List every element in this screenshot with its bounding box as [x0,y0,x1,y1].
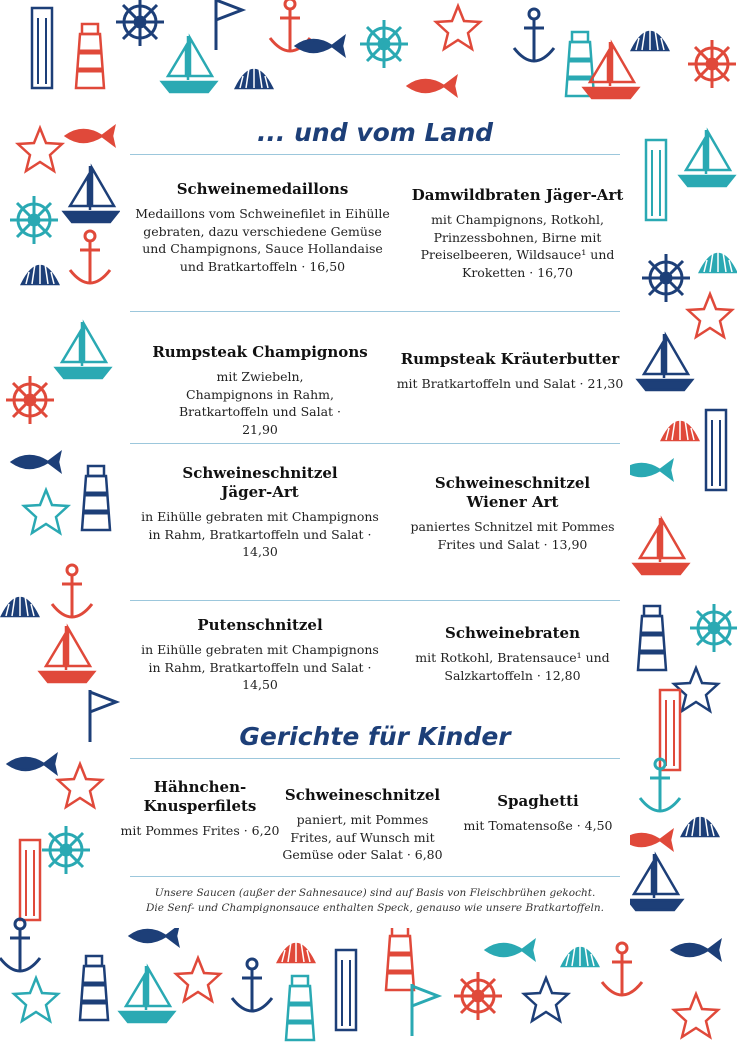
lighthouse-icon [566,32,594,96]
dish-name: Schweinemedaillons [176,180,349,198]
divider [130,154,620,155]
shell-icon [700,248,736,272]
starfish-icon [24,490,68,533]
ship-wheel-icon [690,604,737,652]
starfish-icon [688,294,732,337]
sailboat-icon [40,626,94,682]
sailboat-icon [64,166,118,222]
dish-name: Putenschnitzel [197,616,323,634]
ship-wheel-icon [42,826,90,874]
shell-icon [278,938,314,962]
anchor-icon [70,231,110,284]
fish-icon [130,927,178,945]
fish-icon [296,37,344,55]
dish-spaghetti [448,792,628,835]
anchor-icon [602,943,642,996]
flag-icon [216,0,242,50]
footnote-line: Unsere Saucen (außer der Sahnesauce) sind auf Basis von Fleischbrühen gekocht. [154,887,596,899]
dish-damwildbraten [395,186,640,281]
fish-icon [8,755,56,773]
starfish-icon [436,6,480,49]
dish-description: mit Champignons, Rotkohl, Prinzessbohnen, Birne mit Preiselbeeren, Wildsauce¹ und Kroketten · 16,70 [420,212,615,280]
dish-putenschnitzel [130,616,390,694]
dish-name: Schweineschnitzel [284,786,441,804]
dish-schweinebraten [385,624,640,684]
starfish-icon [674,994,718,1037]
dish-description: paniert, mit Pommes Frites, auf Wunsch mit Gemüse oder Salat · 6,80 [282,812,443,862]
dish-schweinemedaillons [130,180,395,275]
anchor-icon [0,919,40,972]
starfish-icon [176,958,220,1001]
shell-icon [682,812,718,836]
fish-icon [672,941,720,959]
dish-rumpsteak-kraeuterbutter [380,350,640,393]
dish-name: Hähnchen-Knusperfilets [143,778,257,815]
shell-icon [236,64,272,88]
sailboat-icon [628,854,682,910]
fish-icon [12,453,60,471]
sauce-footnote [120,886,630,915]
building-icon [20,840,40,920]
ship-wheel-icon [360,20,408,68]
divider [130,600,620,601]
dish-name: Rumpsteak Champignons [152,343,368,361]
sailboat-icon [162,36,216,92]
building-icon [660,690,680,770]
fish-icon [486,941,534,959]
lighthouse-icon [386,926,414,990]
dish-name: Schweinebraten [445,624,580,642]
dish-description: mit Zwiebeln, Champignons in Rahm, Bratkartoffeln und Salat · 21,90 [179,369,341,437]
shell-icon [662,416,698,440]
starfish-icon [524,978,568,1021]
dish-description: Medaillons vom Schweinefilet in Eihülle gebraten, dazu verschiedene Gemüse und Champignons, Sauce Hollandaise und Bratkartoffeln · 16,50 [135,206,390,274]
ship-wheel-icon [688,40,736,88]
building-icon [32,8,52,88]
shell-icon [2,592,38,616]
sailboat-icon [680,130,734,186]
shell-icon [562,942,598,966]
anchor-icon [232,959,272,1012]
dish-description: in Eihülle gebraten mit Champignons in Rahm, Bratkartoffeln und Salat · 14,50 [141,642,379,692]
dish-name: Schweineschnitzel Jäger-Art [182,464,338,501]
ship-wheel-icon [454,972,502,1020]
dish-name: Spaghetti [497,792,579,810]
building-icon [706,410,726,490]
divider [130,876,620,877]
lighthouse-icon [82,466,110,530]
dish-description: paniertes Schnitzel mit Pommes Frites und Salat · 13,90 [410,519,615,552]
lighthouse-icon [80,956,108,1020]
fish-icon [408,77,456,95]
menu-panel [120,118,630,928]
dish-name: Damwildbraten Jäger-Art [411,186,624,204]
dish-description: mit Pommes Frites · 6,20 [120,823,280,838]
ship-wheel-icon [116,0,164,46]
dish-schweineschnitzel-wiener [385,474,640,553]
divider [130,443,620,444]
ship-wheel-icon [10,196,58,244]
flag-icon [412,984,438,1036]
flag-icon [90,690,116,742]
sailboat-icon [638,334,692,390]
building-icon [646,140,666,220]
dish-description: mit Bratkartoffeln und Salat · 21,30 [396,376,624,391]
dish-name: Schweineschnitzel Wiener Art [434,474,591,511]
dish-description: in Eihülle gebraten mit Champignons in Rahm, Bratkartoffeln und Salat · 14,30 [141,509,379,559]
lighthouse-icon [286,976,314,1040]
footnote-line: Die Senf- und Champignonsauce enthalten Speck, genauso wie unsere Bratkartoffeln. [145,901,604,914]
starfish-icon [58,764,102,807]
sailboat-icon [120,966,174,1022]
fish-icon [624,831,672,849]
dish-haehnchen-knusperfilets [110,778,290,840]
divider [130,311,620,312]
sailboat-icon [56,322,110,378]
fish-icon [66,127,114,145]
ship-wheel-icon [6,376,54,424]
dish-description: mit Tomatensoße · 4,50 [463,818,613,833]
shell-icon [22,260,58,284]
lighthouse-icon [76,24,104,88]
sailboat-icon [634,518,688,574]
anchor-icon [52,565,92,618]
ship-wheel-icon [642,254,690,302]
dish-kinder-schweineschnitzel [280,786,445,864]
building-icon [336,950,356,1030]
lighthouse-icon [638,606,666,670]
section-title-kids: Gerichte für Kinder [239,722,511,751]
dish-name: Rumpsteak Kräuterbutter [400,350,620,368]
dish-description: mit Rotkohl, Bratensauce¹ und Salzkartoffeln · 12,80 [415,650,610,683]
dish-schweineschnitzel-jaeger [130,464,390,561]
section-title-land: ... und vom Land [256,118,494,147]
divider [130,758,620,759]
dish-rumpsteak-champignons [130,343,390,438]
anchor-icon [514,9,554,62]
starfish-icon [14,978,58,1021]
shell-icon [632,26,668,50]
starfish-icon [18,128,62,171]
